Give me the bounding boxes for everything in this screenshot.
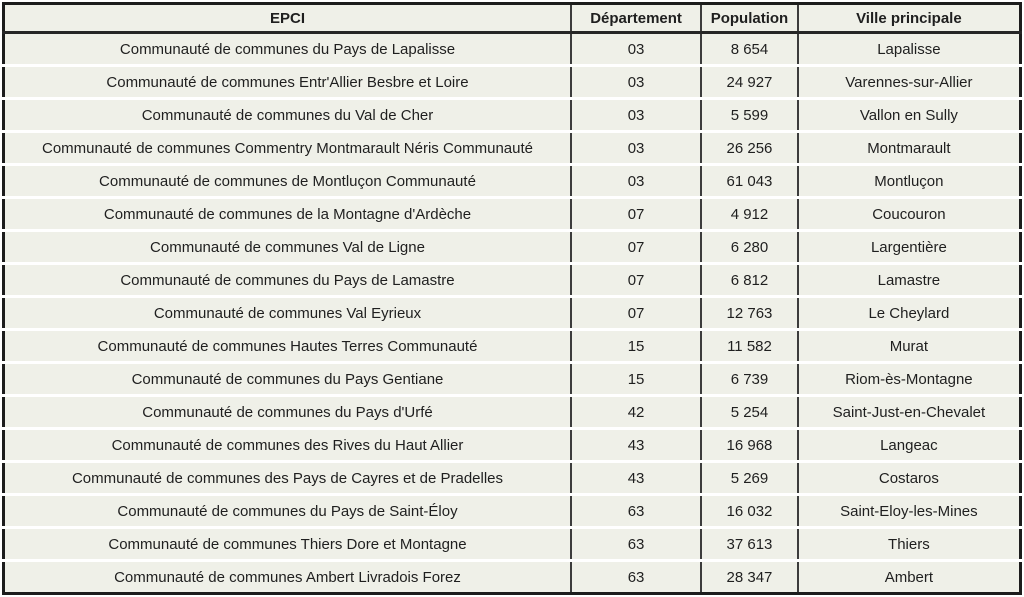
ville-cell: Le Cheylard bbox=[798, 297, 1021, 330]
table-row bbox=[4, 495, 1021, 528]
table-row bbox=[4, 198, 1021, 231]
epci-cell: Communauté de communes Val de Ligne bbox=[4, 231, 571, 264]
population-cell: 4 912 bbox=[701, 198, 798, 231]
epci-table-container bbox=[2, 2, 1022, 595]
ville-cell: Saint-Just-en-Chevalet bbox=[798, 396, 1021, 429]
epci-cell: Communauté de communes Ambert Livradois Forez bbox=[4, 561, 571, 594]
table-row bbox=[4, 363, 1021, 396]
population-cell: 11 582 bbox=[701, 330, 798, 363]
population-cell: 6 739 bbox=[701, 363, 798, 396]
population-cell: 16 032 bbox=[701, 495, 798, 528]
epci-cell: Communauté de communes des Rives du Haut Allier bbox=[4, 429, 571, 462]
table-row bbox=[4, 429, 1021, 462]
population-cell: 37 613 bbox=[701, 528, 798, 561]
epci-cell: Communauté de communes du Pays Gentiane bbox=[4, 363, 571, 396]
ville-cell: Lapalisse bbox=[798, 33, 1021, 66]
table-header-row bbox=[4, 4, 1021, 33]
ville-cell: Lamastre bbox=[798, 264, 1021, 297]
departement-cell: 07 bbox=[571, 231, 701, 264]
population-cell: 5 269 bbox=[701, 462, 798, 495]
ville-cell: Langeac bbox=[798, 429, 1021, 462]
ville-cell: Coucouron bbox=[798, 198, 1021, 231]
population-cell: 6 812 bbox=[701, 264, 798, 297]
epci-cell: Communauté de communes Val Eyrieux bbox=[4, 297, 571, 330]
population-cell: 16 968 bbox=[701, 429, 798, 462]
epci-cell: Communauté de communes des Pays de Cayres et de Pradelles bbox=[4, 462, 571, 495]
epci-cell: Communauté de communes du Val de Cher bbox=[4, 99, 571, 132]
departement-cell: 43 bbox=[571, 462, 701, 495]
header-cell-departement: Département bbox=[571, 4, 701, 33]
table-row bbox=[4, 66, 1021, 99]
table-row bbox=[4, 264, 1021, 297]
table-body bbox=[4, 33, 1021, 594]
ville-cell: Vallon en Sully bbox=[798, 99, 1021, 132]
departement-cell: 63 bbox=[571, 528, 701, 561]
epci-cell: Communauté de communes de Montluçon Communauté bbox=[4, 165, 571, 198]
population-cell: 5 599 bbox=[701, 99, 798, 132]
table-row bbox=[4, 528, 1021, 561]
population-cell: 26 256 bbox=[701, 132, 798, 165]
departement-cell: 03 bbox=[571, 132, 701, 165]
epci-cell: Communauté de communes Commentry Montmarault Néris Communauté bbox=[4, 132, 571, 165]
table-row bbox=[4, 561, 1021, 594]
table-row bbox=[4, 396, 1021, 429]
departement-cell: 03 bbox=[571, 66, 701, 99]
epci-cell: Communauté de communes Hautes Terres Communauté bbox=[4, 330, 571, 363]
table-row bbox=[4, 132, 1021, 165]
ville-cell: Costaros bbox=[798, 462, 1021, 495]
ville-cell: Largentière bbox=[798, 231, 1021, 264]
epci-cell: Communauté de communes du Pays de Saint-Éloy bbox=[4, 495, 571, 528]
epci-cell: Communauté de communes Entr'Allier Besbre et Loire bbox=[4, 66, 571, 99]
departement-cell: 03 bbox=[571, 33, 701, 66]
ville-cell: Montluçon bbox=[798, 165, 1021, 198]
departement-cell: 43 bbox=[571, 429, 701, 462]
departement-cell: 07 bbox=[571, 297, 701, 330]
table-row bbox=[4, 33, 1021, 66]
ville-cell: Saint-Eloy-les-Mines bbox=[798, 495, 1021, 528]
table-row bbox=[4, 330, 1021, 363]
table-row bbox=[4, 99, 1021, 132]
header-cell-ville-principale: Ville principale bbox=[798, 4, 1021, 33]
population-cell: 12 763 bbox=[701, 297, 798, 330]
table-row bbox=[4, 297, 1021, 330]
population-cell: 5 254 bbox=[701, 396, 798, 429]
departement-cell: 63 bbox=[571, 561, 701, 594]
population-cell: 24 927 bbox=[701, 66, 798, 99]
population-cell: 8 654 bbox=[701, 33, 798, 66]
departement-cell: 15 bbox=[571, 363, 701, 396]
table-row bbox=[4, 462, 1021, 495]
header-cell-epci: EPCI bbox=[4, 4, 571, 33]
departement-cell: 63 bbox=[571, 495, 701, 528]
ville-cell: Ambert bbox=[798, 561, 1021, 594]
ville-cell: Murat bbox=[798, 330, 1021, 363]
header-cell-population: Population bbox=[701, 4, 798, 33]
epci-table bbox=[2, 2, 1022, 595]
departement-cell: 42 bbox=[571, 396, 701, 429]
table-row bbox=[4, 165, 1021, 198]
ville-cell: Riom-ès-Montagne bbox=[798, 363, 1021, 396]
epci-cell: Communauté de communes Thiers Dore et Montagne bbox=[4, 528, 571, 561]
epci-cell: Communauté de communes du Pays de Lapalisse bbox=[4, 33, 571, 66]
ville-cell: Montmarault bbox=[798, 132, 1021, 165]
departement-cell: 15 bbox=[571, 330, 701, 363]
ville-cell: Thiers bbox=[798, 528, 1021, 561]
departement-cell: 07 bbox=[571, 198, 701, 231]
departement-cell: 03 bbox=[571, 165, 701, 198]
population-cell: 28 347 bbox=[701, 561, 798, 594]
departement-cell: 03 bbox=[571, 99, 701, 132]
epci-cell: Communauté de communes du Pays de Lamastre bbox=[4, 264, 571, 297]
population-cell: 61 043 bbox=[701, 165, 798, 198]
table-row bbox=[4, 231, 1021, 264]
population-cell: 6 280 bbox=[701, 231, 798, 264]
epci-cell: Communauté de communes de la Montagne d'Ardèche bbox=[4, 198, 571, 231]
departement-cell: 07 bbox=[571, 264, 701, 297]
ville-cell: Varennes-sur-Allier bbox=[798, 66, 1021, 99]
epci-cell: Communauté de communes du Pays d'Urfé bbox=[4, 396, 571, 429]
